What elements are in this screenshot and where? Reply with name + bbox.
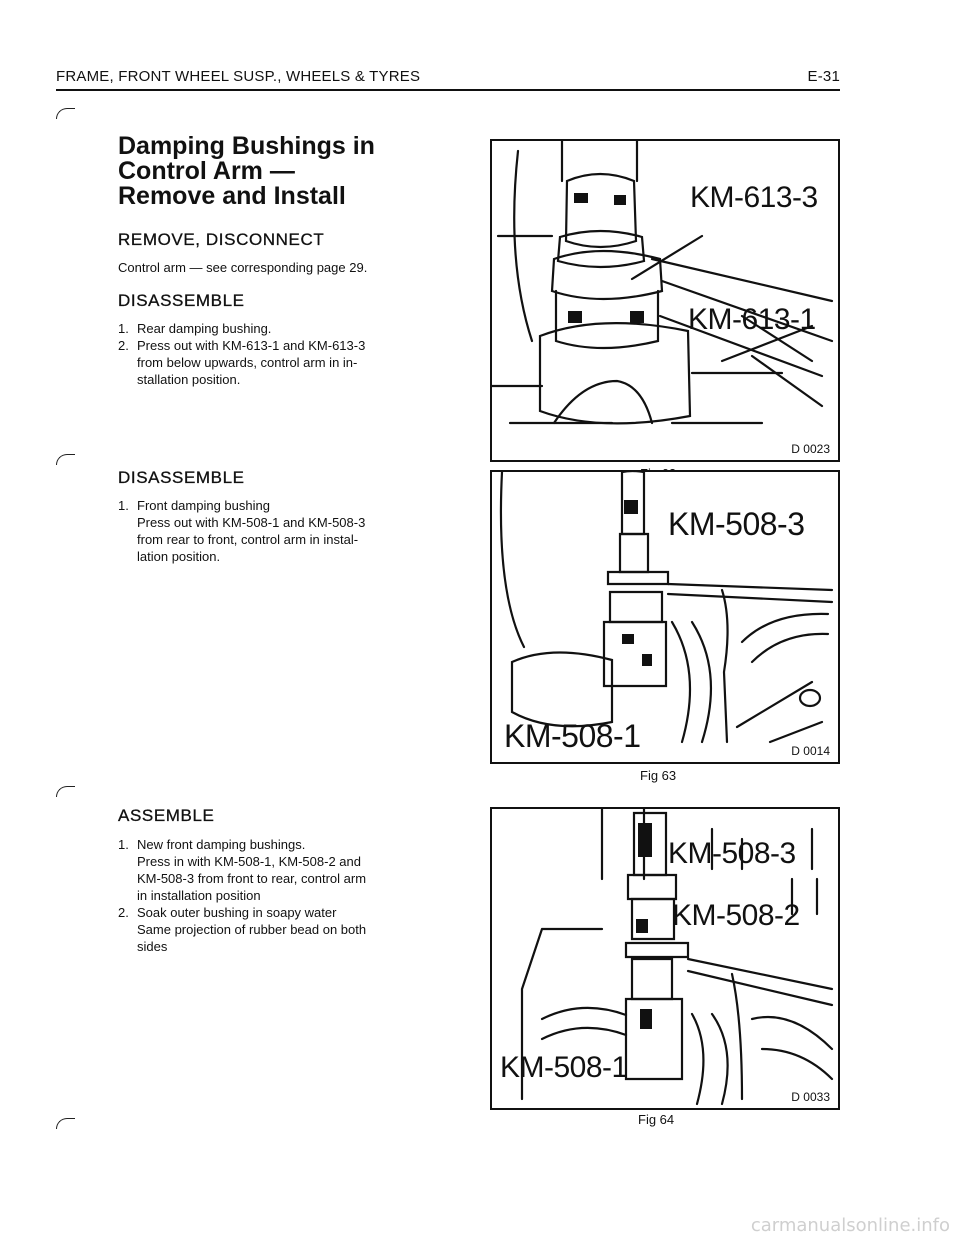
page-header	[56, 68, 840, 91]
site-watermark: carmanualsonline.info	[750, 1215, 950, 1236]
figure-63-code: D 0014	[791, 744, 830, 758]
figure-64-code: D 0033	[791, 1090, 830, 1104]
section-heading-assemble: ASSEMBLE	[118, 806, 215, 825]
figure-64-label-middle: KM-508-2	[672, 899, 800, 932]
steps-disassemble-front	[118, 497, 458, 565]
page-number: E-31	[807, 68, 840, 85]
figure-64-label-top: KM-508-3	[668, 837, 796, 870]
section-heading-remove: REMOVE, DISCONNECT	[118, 230, 325, 249]
list-item: 2. Press out with KM-613-1 and KM-613-3 from below upwards, control arm in in- stallation position.	[118, 338, 366, 387]
figure-63	[490, 470, 840, 764]
header-section-title: FRAME, FRONT WHEEL SUSP., WHEELS & TYRES	[56, 68, 421, 85]
figure-62-label-bottom: KM-613-1	[688, 303, 816, 336]
figure-64-label-bottom: KM-508-1	[500, 1051, 628, 1084]
figure-62-code: D 0023	[791, 442, 830, 456]
list-item: 1. Front damping bushing Press out with KM-508-1 and KM-508-3 from rear to front, control arm in instal- lation position.	[118, 498, 366, 564]
section-heading-disassemble-front: DISASSEMBLE	[118, 468, 245, 487]
margin-mark	[56, 1118, 75, 1129]
figure-63-caption: Fig 63	[640, 768, 677, 783]
figure-62	[490, 139, 840, 462]
section-text-remove: Control arm — see corresponding page 29.	[118, 260, 368, 275]
steps-disassemble-rear	[118, 320, 458, 388]
figure-64	[490, 807, 840, 1110]
list-item: 2. Soak outer bushing in soapy water Same projection of rubber bead on both sides	[118, 905, 367, 954]
steps-assemble	[118, 836, 458, 955]
margin-mark	[56, 454, 75, 465]
figure-64-caption: Fig 64	[638, 1112, 675, 1127]
margin-mark	[56, 786, 75, 797]
page-title: Damping Bushings in Control Arm — Remove and Install	[118, 132, 375, 210]
figure-63-label-top: KM-508-3	[668, 506, 805, 542]
list-item: 1. Rear damping bushing.	[118, 321, 272, 336]
section-heading-disassemble-rear: DISASSEMBLE	[118, 291, 245, 310]
list-item: 1. New front damping bushings. Press in with KM-508-1, KM-508-2 and KM-508-3 from front to rear, control arm in installation position	[118, 837, 367, 903]
figure-63-label-bottom: KM-508-1	[504, 718, 641, 754]
margin-mark	[56, 108, 75, 119]
figure-62-label-top: KM-613-3	[690, 181, 818, 214]
